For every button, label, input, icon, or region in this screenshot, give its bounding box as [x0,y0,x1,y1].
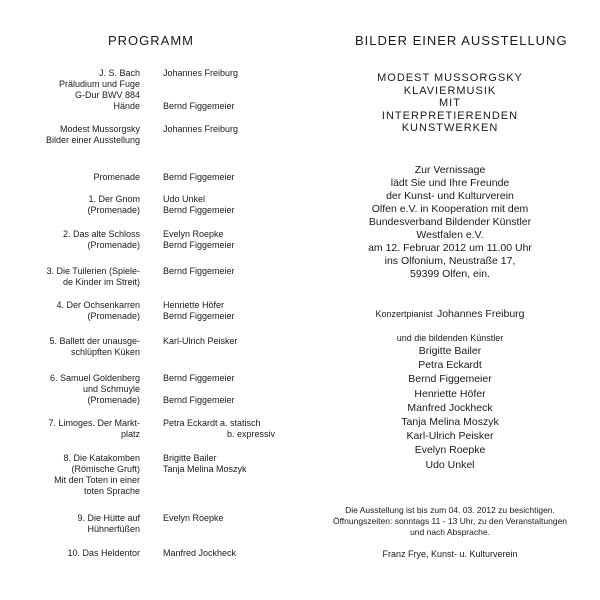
piece-line: 1. Der Gnom [88,194,140,204]
program-piece [0,513,140,535]
piece-line: 10. Das Heldentor [67,548,140,558]
program-performers [163,418,275,440]
program-performers [163,68,238,112]
performer-line: Johannes Freiburg [163,124,239,134]
artist-name: Bernd Figgemeier [408,373,492,386]
artist-name: Petra Eckardt [418,359,482,372]
performer-line: Bernd Figgemeier [163,266,235,276]
performer-line: Bernd Figgemeier [163,395,235,405]
program-piece [0,418,140,440]
program-piece [0,194,140,216]
program-piece [0,266,140,288]
invitation-line: Zur Vernissage [414,164,486,176]
performer-line: Bernd Figgemeier [163,205,235,215]
piece-line: 8. Die Katakomben [63,453,140,463]
concert-heading [330,72,570,135]
performer-line: Evelyn Roepke [163,229,224,239]
heading-line: MODEST MUSSORGSKY [377,72,523,84]
pianist-label: Konzertpianist [375,309,433,319]
invitation-line: Westfalen e.V. [416,229,484,241]
program-piece [0,336,140,358]
performer-line [163,90,238,101]
performer-line: b. expressiv [227,429,276,439]
piece-line: (Promenade) [87,311,140,321]
invitation-line: Bundesverband Bildender Künstler [368,216,532,228]
performer-line: Johannes Freiburg [163,68,239,78]
piece-line: toten Sprache [83,486,140,496]
program-performers [163,453,247,475]
piece-line: platz [120,429,140,439]
info-line: Öffnungszeiten: sonntags 11 - 13 Uhr, zu den Veranstaltungen [332,516,568,526]
program-piece [0,300,140,322]
performer-line: Udo Unkel [163,194,206,204]
exhibition-info [300,505,600,538]
performer-line: Karl-Ulrich Peisker [163,336,238,346]
piece-line: 4. Der Ochsenkarren [56,300,140,310]
performer-line: Petra Eckardt a. statisch [163,418,261,428]
piece-line: Mit den Toten in einer [54,475,140,485]
artists-intro: und die bildenden Künstler [396,333,504,343]
piece-line: J. S. Bach [98,68,140,78]
performer-line: Bernd Figgemeier [163,101,235,111]
program-performers [163,513,224,524]
program-piece [0,229,140,251]
program-title: PROGRAMM [108,33,194,48]
performer-line [163,384,235,395]
piece-line: de Kinder im Streit) [62,277,140,287]
info-line: und nach Absprache. [410,527,490,537]
piece-line: Hühnerfüßen [87,524,140,534]
piece-line: 6. Samuel Goldenberg [49,373,140,383]
performer-line: Bernd Figgemeier [163,240,235,250]
piece-line: 2. Das alte Schloss [62,229,140,239]
performer-line: Henriette Höfer [163,300,225,310]
invitation-line: am 12. Februar 2012 um 11.00 Uhr [368,242,532,254]
invitation-line: ins Olfonium, Neustraße 17, [384,255,516,267]
performer-line: Bernd Figgemeier [163,373,235,383]
piece-line: (Römische Gruft) [71,464,140,474]
program-performers [163,172,235,183]
piece-line: Präludium und Fuge [58,79,140,89]
piece-line: Bilder einer Ausstellung [45,135,140,145]
performer-line: Brigitte Bailer [163,453,217,463]
artist-name: Manfred Jockheck [407,401,493,414]
piece-line: (Promenade) [87,395,140,405]
heading-line: KLAVIERMUSIK [403,84,497,97]
pianist-name: Johannes Freiburg [436,308,525,320]
program-piece [0,172,140,183]
piece-line: (Promenade) [87,240,140,250]
artists-list [320,344,580,472]
piece-line: Modest Mussorgsky [59,124,140,134]
artist-name: Evelyn Roepke [414,444,486,457]
signature: Franz Frye, Kunst- u. Kulturverein [382,549,518,559]
invitation-line: lädt Sie und Ihre Freunde [390,177,510,189]
program-piece [0,453,140,497]
performer-line [163,79,238,90]
program-performers [163,373,235,406]
program-performers [163,124,238,135]
exhibition-title: BILDER EINER AUSSTELLUNG [355,33,568,48]
performer-line: Bernd Figgemeier [163,172,235,182]
artist-name: Brigitte Bailer [418,345,482,357]
piece-line: G-Dur BWV 884 [74,90,140,100]
program-piece [0,373,140,406]
invitation-line: Olfen e.V. in Kooperation mit dem [371,203,529,215]
heading-line: INTERPRETIERENDEN [381,109,519,122]
program-piece [0,124,140,146]
performer-line: Tanja Melina Moszyk [163,464,247,474]
piece-line: 9. Die Hütte auf [77,513,140,523]
program-performers [163,266,235,277]
pianist-line [320,304,580,322]
program-performers [163,548,236,559]
performer-line: Bernd Figgemeier [163,311,235,321]
piece-line: Promenade [93,172,140,182]
invitation-text [320,164,580,281]
invitation-line: 59399 Olfen, ein. [410,268,490,280]
piece-line: 5. Ballett der unausge- [49,336,140,346]
artist-name: Tanja Melina Moszyk [401,416,499,429]
performer-line: Evelyn Roepke [163,513,224,523]
performer-line: Manfred Jockheck [163,548,237,558]
piece-line: 3. Die Tuilerien (Spiele- [46,266,140,276]
artist-name: Udo Unkel [425,458,475,471]
piece-line: 7. Limoges. Der Markt- [48,418,140,428]
artist-name: Henriette Höfer [414,387,486,400]
program-performers [163,300,235,322]
program-piece [0,548,140,559]
heading-line: KUNSTWERKEN [401,122,499,134]
invitation-line: der Kunst- und Kulturverein [386,190,514,202]
piece-line: schlüpften Küken [70,347,140,357]
info-line: Die Ausstellung ist bis zum 04. 03. 2012 zu besichtigen. [345,505,555,515]
artist-name: Karl-Ulrich Peisker [406,430,494,443]
heading-line: MIT [439,97,461,109]
program-performers [163,336,238,347]
program-performers [163,194,235,216]
piece-line: und Schmuyle [82,384,140,394]
piece-line: (Promenade) [87,205,140,215]
program-performers [163,229,235,251]
program-piece [0,68,140,112]
piece-line: Hände [113,101,140,111]
